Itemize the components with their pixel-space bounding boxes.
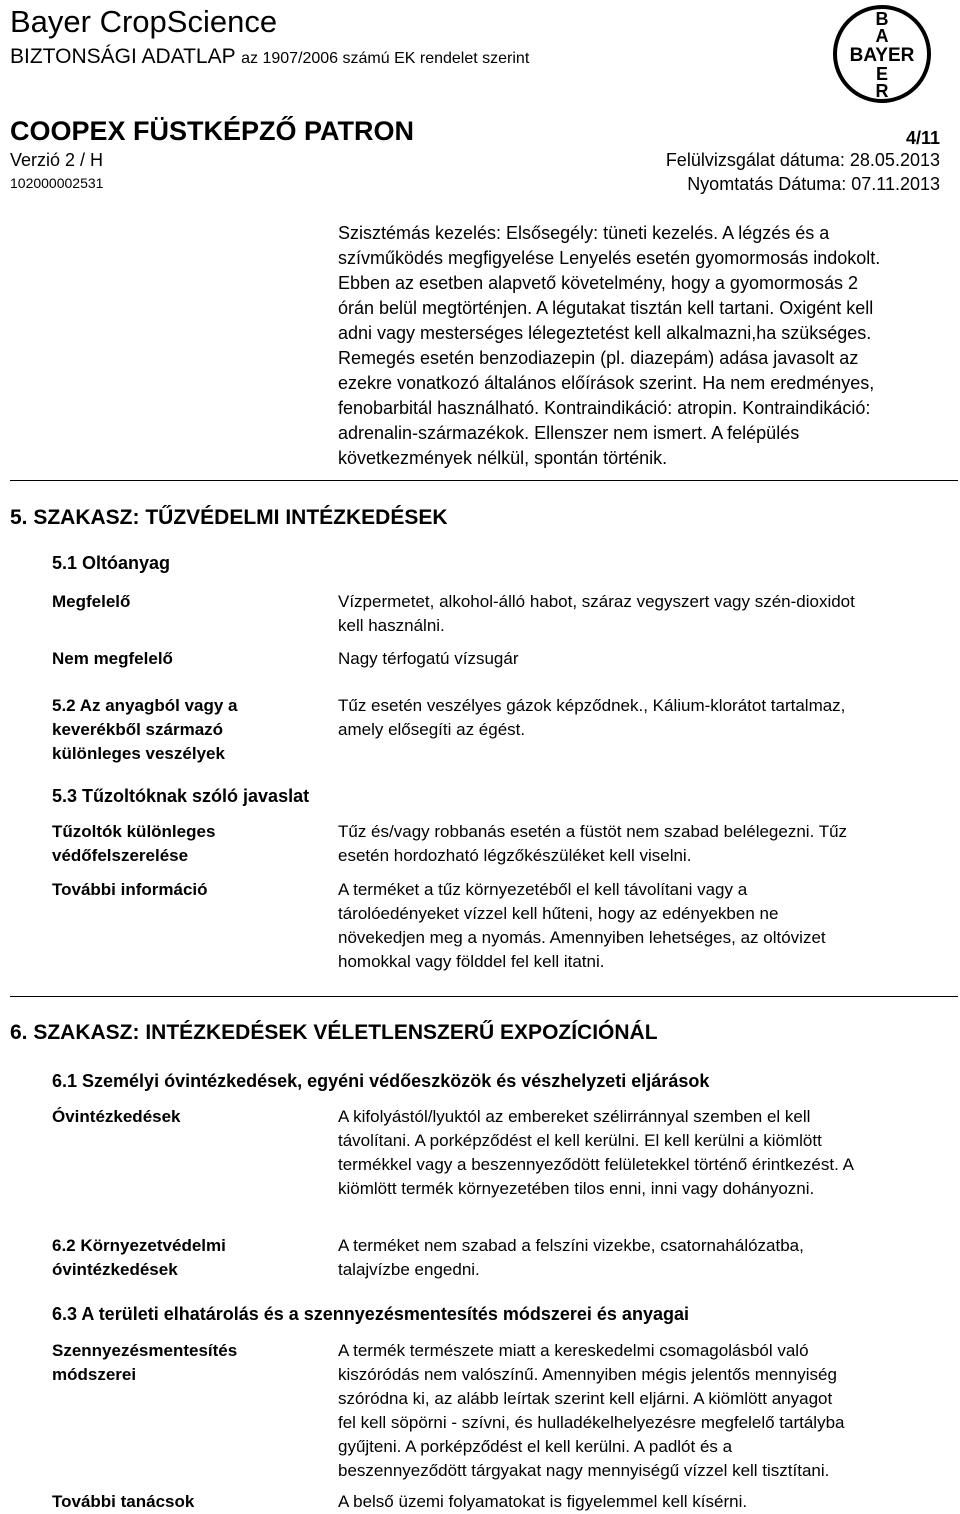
firefighter-ppe-value: Tűz és/vagy robbanás esetén a füstöt nem szabad belélegezni. Tűz esetén hordozható légzőkészüléket kell viselni. bbox=[338, 822, 848, 865]
further-info-label: További információ bbox=[52, 880, 208, 899]
subsection-5-1-heading: 5.1 Oltóanyag bbox=[52, 553, 171, 573]
section-6-heading: 6. SZAKASZ: INTÉZKEDÉSEK VÉLETLENSZERŰ EXPOZÍCIÓNÁL bbox=[10, 1021, 658, 1044]
version: Verzió 2 / H bbox=[10, 150, 104, 170]
page-number: 4/11 bbox=[905, 128, 940, 148]
document-type-regulation: az 1907/2006 számú EK rendelet szerint bbox=[241, 50, 530, 67]
logo-word-bayer: BAYER bbox=[849, 45, 915, 66]
further-info-value: A terméket a tűz környezetéből el kell távolítani vagy a tárolóedényeket vízzel kell hűteni, hogy az edényekben ne növekedjen meg a nyomás. Amennyiben lehetséges, az oltóvizet homokkal vagy földdel fel kell itatni. bbox=[338, 880, 826, 971]
logo-letter-r: R bbox=[875, 81, 889, 101]
logo-letter-e: E bbox=[875, 64, 889, 84]
unsuitable-media-value: Nagy térfogatú vízsugár bbox=[338, 649, 519, 668]
product-name: COOPEX FÜSTKÉPZŐ PATRON bbox=[10, 116, 415, 146]
cleanup-methods-value: A termék természete miatt a kereskedelmi csomagolásból való kiszóródás nem valószínű. Amennyiben mégis jelentős mennyiség szóródna ki, az alább leírtak szerint kell eljárni. A kiömlött anyagot fel kell söpörni - szívni, és hulladékelhelyezésre megfelelő tartályba gyűjteni. A porképződést el kell kerülni. A padlót és a beszennyeződött tárgyakat nagy mennyiségű vízzel kell tisztítani. bbox=[338, 1341, 845, 1480]
precautions-value: A kifolyástól/lyuktól az embereket szélirránnyal szemben el kell távolítani. A porképződést el kell kerülni. El kell kerülni a kiömlött termékkel vagy a beszennyeződött felületekkel történő érintkezést. A kiömlött termék környezetében tilos enni, inni vagy dohányozni. bbox=[338, 1107, 854, 1198]
document-type-main: BIZTONSÁGI ADATLAP bbox=[10, 45, 236, 68]
subsection-6-3-heading: 6.3 A területi elhatárolás és a szennyezésmentesítés módszerei és anyagai bbox=[52, 1304, 689, 1324]
further-advice-value: A belső üzemi folyamatokat is figyelemmel kell kísérni. bbox=[338, 1492, 748, 1511]
section-5-heading: 5. SZAKASZ: TŰZVÉDELMI INTÉZKEDÉSEK bbox=[10, 506, 448, 529]
section-divider bbox=[10, 996, 958, 997]
subsection-6-1-heading: 6.1 Személyi óvintézkedések, egyéni védőeszközök és vészhelyzeti eljárások bbox=[52, 1071, 710, 1091]
revision-date: Felülvizsgálat dátuma: 28.05.2013 bbox=[665, 150, 940, 170]
print-date: Nyomtatás Dátuma: 07.11.2013 bbox=[687, 174, 940, 194]
subsection-5-3-heading: 5.3 Tűzoltóknak szóló javaslat bbox=[52, 786, 310, 806]
product-code: 102000002531 bbox=[10, 175, 104, 191]
document-type bbox=[10, 45, 529, 69]
first-aid-treatment-text: Szisztémás kezelés: Elsősegély: tüneti kezelés. A légzés és a szívműködés megfigyelése Lenyelés esetén gyomormosás indokolt. Ebben az esetben alapvető követelmény, hogy a gyomormosás 2 órán belül megtörténjen. A légutakat tisztán kell tartani. Oxigént kell adni vagy mesterséges lélegeztetést kell alkalmazni,ha szükséges. Remegés esetén benzodiazepin (pl. diazepám) adása javasolt az ezekre vonatkozó általános előírások szerint. Ha nem eredményes, fenobarbitál használható. Kontraindikáció: atropin. Kontraindikáció: adrenalin-származékok. Ellenszer nem ismert. A felépülés következmények nélkül, spontán történik. bbox=[338, 223, 881, 468]
company-name: Bayer CropScience bbox=[10, 4, 278, 39]
suitable-media-value: Vízpermetet, alkohol-álló habot, száraz vegyszert vagy szén-dioxidot kell használni. bbox=[338, 592, 855, 635]
bayer-cross-logo bbox=[832, 4, 932, 104]
unsuitable-media-label: Nem megfelelő bbox=[52, 649, 173, 668]
cleanup-methods-label: Szennyezésmentesítés módszerei bbox=[52, 1341, 238, 1384]
special-hazards-label: 5.2 Az anyagból vagy a keverékből származó különleges veszélyek bbox=[52, 696, 238, 763]
precautions-label: Óvintézkedések bbox=[52, 1107, 181, 1126]
logo-letter-a: A bbox=[875, 26, 889, 46]
environmental-precautions-label: 6.2 Környezetvédelmi óvintézkedések bbox=[52, 1236, 226, 1279]
firefighter-ppe-label: Tűzoltók különleges védőfelszerelése bbox=[52, 822, 216, 865]
logo-letter-b: B bbox=[875, 9, 889, 29]
special-hazards-value: Tűz esetén veszélyes gázok képződnek., Kálium-klorátot tartalmaz, amely elősegíti az égést. bbox=[338, 696, 846, 739]
environmental-precautions-value: A terméket nem szabad a felszíni vizekbe, csatornahálózatba, talajvízbe engedni. bbox=[338, 1236, 804, 1279]
suitable-media-label: Megfelelő bbox=[52, 592, 131, 611]
further-advice-label: További tanácsok bbox=[52, 1492, 195, 1511]
section-divider bbox=[10, 480, 958, 481]
